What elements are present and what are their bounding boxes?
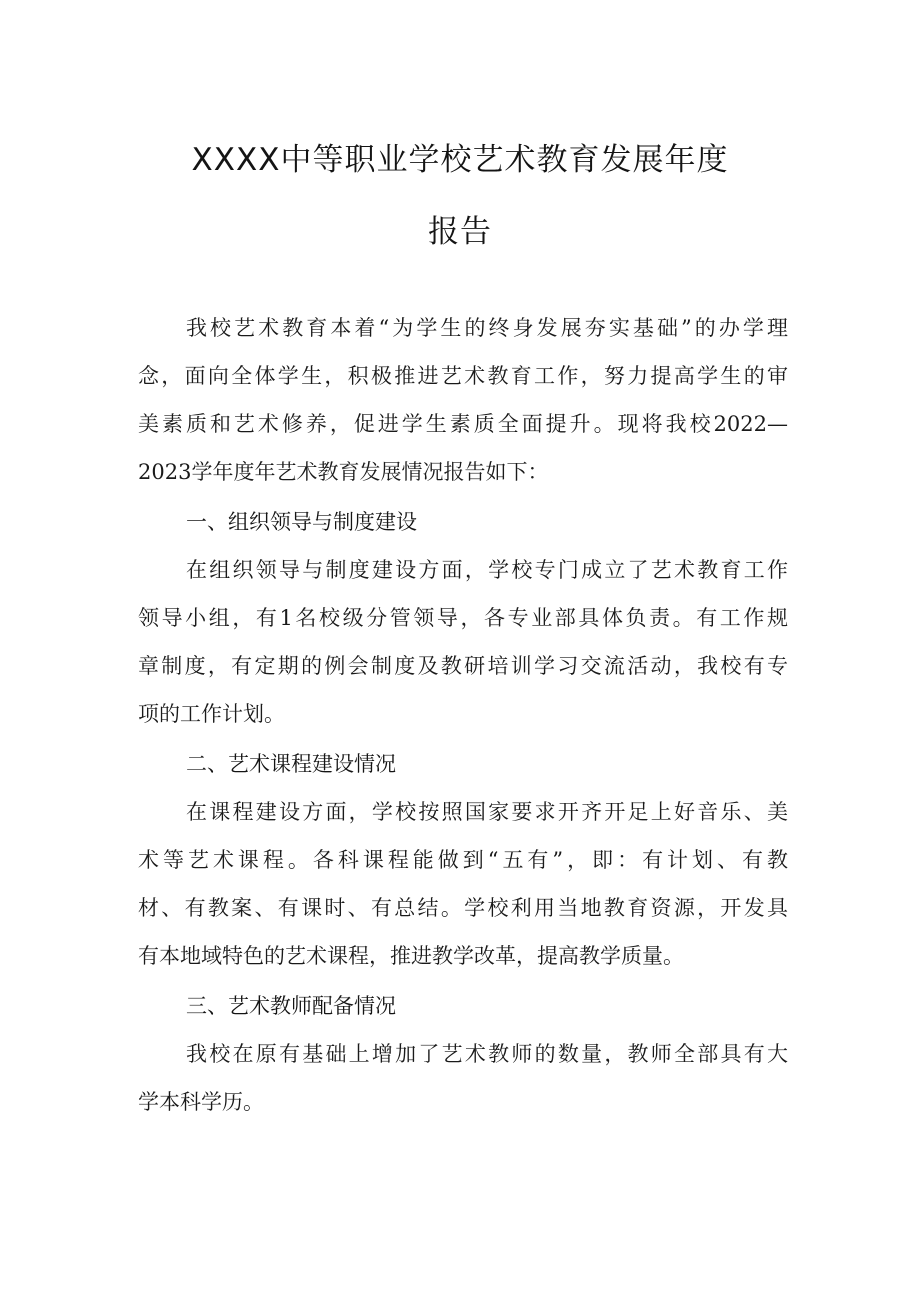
section-line: 我校在原有基础上增加了艺术教师的数量，教师全部具有大 xyxy=(186,1042,788,1066)
section-line: 材、有教案、有课时、有总结。学校利用当地教育资源，开发具 xyxy=(138,896,788,920)
section-line: 在组织领导与制度建设方面，学校专门成立了艺术教育工作 xyxy=(186,558,788,582)
section-line: 有本地域特色的艺术课程，推进教学改革，提高教学质量。 xyxy=(138,944,684,968)
section-line: 在课程建设方面，学校按照国家要求开齐开足上好音乐、美 xyxy=(186,800,788,824)
section-heading: 二、艺术课程建设情况 xyxy=(186,752,396,776)
section-line: 领导小组，有1名校级分管领导，各专业部具体负责。有工作规 xyxy=(138,606,788,630)
intro-line: 念，面向全体学生，积极推进艺术教育工作，努力提高学生的审 xyxy=(138,364,788,388)
section-line: 章制度，有定期的例会制度及教研培训学习交流活动，我校有专 xyxy=(138,654,788,678)
intro-line: 美素质和艺术修养，促进学生素质全面提升。现将我校2022— xyxy=(138,412,788,436)
document-title-line-1: XXXX中等职业学校艺术教育发展年度 xyxy=(191,142,729,178)
document-title-line-2: 报告 xyxy=(428,214,492,250)
section-line: 术等艺术课程。各科课程能做到“五有”，即：有计划、有教 xyxy=(138,848,788,872)
section-heading: 一、组织领导与制度建设 xyxy=(186,510,417,534)
intro-line: 2023学年度年艺术教育发展情况报告如下： xyxy=(138,460,549,484)
section-heading: 三、艺术教师配备情况 xyxy=(186,994,396,1018)
section-line: 项的工作计划。 xyxy=(138,702,285,726)
intro-line: 我校艺术教育本着“为学生的终身发展夯实基础”的办学理 xyxy=(186,316,788,340)
section-line: 学本科学历。 xyxy=(138,1090,264,1114)
